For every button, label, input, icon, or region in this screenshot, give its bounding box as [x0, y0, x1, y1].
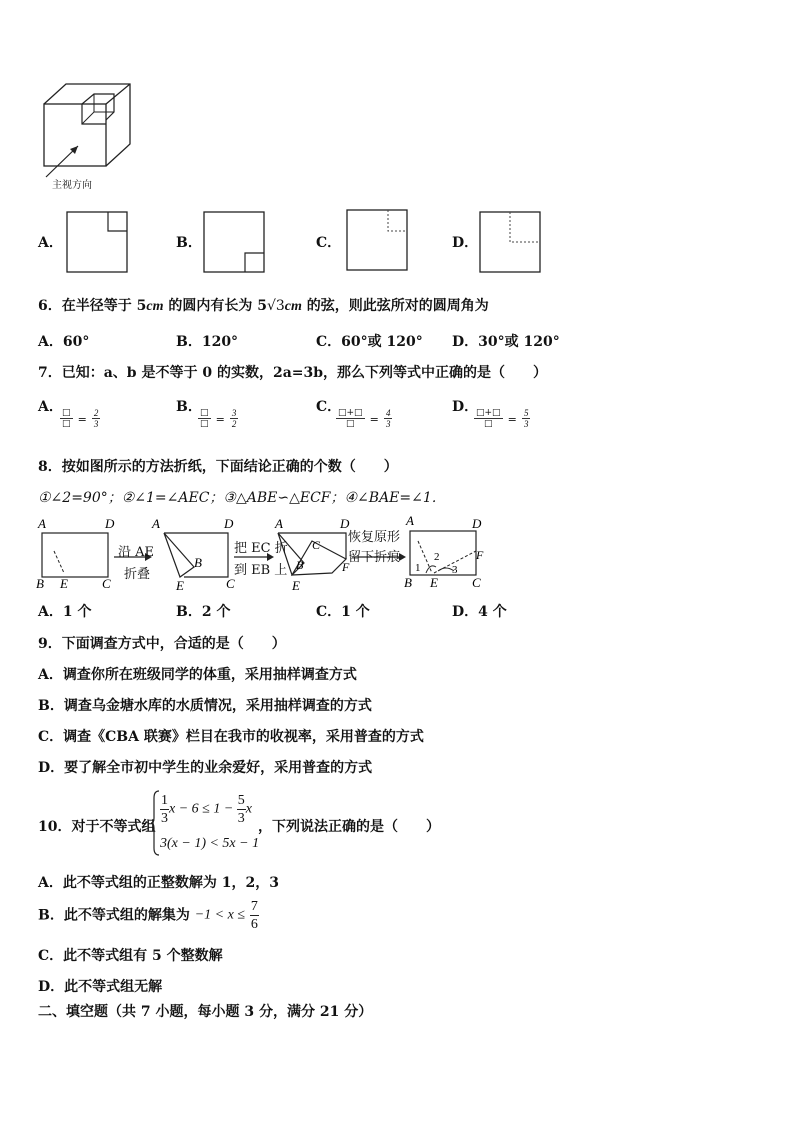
q8-conclusions: ①∠2=90°；②∠1=∠AEC；③△ABE∽△ECF；④∠BAE=∠1．	[38, 490, 446, 506]
svg-text:C: C	[102, 576, 111, 591]
q5-option-d-label: D．	[452, 235, 479, 251]
svg-text:A: A	[38, 516, 46, 531]
svg-text:B: B	[194, 555, 202, 570]
q8-option-c: C．1 个	[316, 604, 370, 620]
q9-option-c: C．调查《CBA 联赛》栏目在我市的收视率，采用普查的方式	[38, 729, 424, 745]
svg-text:1: 1	[415, 562, 421, 574]
q8-option-a: A．1 个	[38, 604, 92, 620]
q10-option-d: D．此不等式组无解	[38, 979, 163, 995]
inequality-2: 3(x − 1) < 5x − 1	[160, 836, 260, 851]
q6-option-c: C．60°或 120°	[316, 334, 423, 350]
q7-option-a-label: A．	[38, 399, 63, 415]
svg-text:3: 3	[452, 564, 458, 576]
q9-option-a: A．调查你所在班级同学的体重，采用抽样调查方式	[38, 667, 357, 683]
inequality-brace	[150, 790, 160, 860]
fold-step3-top-label: 恢复原形	[348, 530, 401, 545]
q7-option-d-label: D．	[452, 399, 479, 415]
section-2-heading: 二、填空题（共 7 小题，每小题 3 分，满分 21 分）	[38, 1004, 373, 1020]
q9-option-b: B．调查乌金塘水库的水质情况，采用抽样调查的方式	[38, 698, 372, 714]
view-direction-caption: 主视方向	[52, 180, 92, 191]
q5-option-b-label: B．	[176, 235, 202, 251]
svg-text:E: E	[176, 578, 184, 593]
q6-option-d: D．30°或 120°	[452, 334, 560, 350]
q10-option-b: B．此不等式组的解集为 −1 < x ≤ $\frac{7}{6}$	[38, 899, 258, 932]
svg-text:B: B	[404, 575, 412, 590]
svg-text:2: 2	[434, 551, 440, 563]
q5-option-a-label: A．	[38, 235, 63, 251]
svg-text:E: E	[430, 575, 438, 590]
q7-option-c-equation: $\frac{□+□}{□}$ = $\frac{4}{3}$	[338, 408, 391, 429]
svg-text:B: B	[36, 576, 44, 591]
svg-text:E: E	[60, 576, 68, 591]
svg-text:E: E	[292, 578, 300, 593]
q6-option-b: B．120°	[176, 334, 239, 350]
q8-stem: 8．按如图所示的方法折纸，下面结论正确的个数（ ）	[38, 459, 398, 475]
q10-stem-a: 10．对于不等式组	[38, 819, 156, 835]
fold-step3-bottom-label: 留下折痕	[348, 550, 401, 565]
folding-diagram	[34, 515, 504, 597]
q5-option-c-figure	[346, 209, 409, 276]
q8-option-d: D．4 个	[452, 604, 507, 620]
solid-figure	[38, 82, 138, 187]
svg-text:D: D	[224, 516, 234, 531]
svg-text:D: D	[105, 516, 115, 531]
q5-option-d-figure	[479, 211, 542, 278]
q7-option-a-equation: $\frac{□}{□}$ = $\frac{2}{3}$	[62, 408, 99, 429]
q5-option-a-figure	[66, 211, 129, 278]
svg-text:C: C	[312, 538, 321, 552]
fold-step2-bottom-label: 到 EB 上	[234, 563, 288, 578]
q7-option-b-equation: $\frac{□}{□}$ = $\frac{3}{2}$	[200, 408, 237, 429]
svg-text:F: F	[476, 548, 484, 562]
q8-option-b: B．2 个	[176, 604, 231, 620]
q7-option-d-equation: $\frac{□+□}{□}$ = $\frac{5}{3}$	[476, 408, 529, 429]
svg-text:F: F	[342, 560, 350, 574]
svg-text:D: D	[472, 516, 482, 531]
q7-option-c-label: C．	[316, 399, 342, 415]
svg-text:D: D	[340, 516, 350, 531]
q9-stem: 9．下面调查方式中，合适的是（ ）	[38, 636, 286, 652]
fold-step2-top-label: 把 EC 折	[234, 541, 288, 556]
q7-stem: 7．已知：a、b 是不等于 0 的实数，2a=3b，那么下列等式中正确的是（ ）	[38, 365, 548, 381]
q6-option-a: A．60°	[38, 334, 90, 350]
q9-option-d: D．要了解全市初中学生的业余爱好，采用普查的方式	[38, 760, 373, 776]
svg-text:C: C	[226, 576, 235, 591]
svg-text:A: A	[406, 515, 414, 528]
inequality-1: $\frac{1}{3}$ x − 6 ≤ 1 − $\frac{5}{3}$ x	[161, 793, 253, 826]
fold-step1-top-label: 沿 AE	[118, 545, 155, 560]
q5-option-c-label: C．	[316, 235, 342, 251]
q10-option-a: A．此不等式组的正整数解为 1，2，3	[38, 875, 279, 891]
fold-step1-bottom-label: 折叠	[124, 567, 151, 582]
q6-stem: 6．在半径等于 5cm 的圆内有长为 5√3cm 的弦，则此弦所对的圆周角为	[38, 298, 489, 314]
q10-option-c: C．此不等式组有 5 个整数解	[38, 948, 223, 964]
svg-text:A: A	[275, 516, 283, 531]
q5-option-b-figure	[203, 211, 266, 278]
svg-text:C: C	[472, 575, 481, 590]
svg-text:B: B	[296, 558, 304, 572]
q10-stem-b: ，下列说法正确的是（ ）	[258, 819, 440, 835]
q7-option-b-label: B．	[176, 399, 202, 415]
svg-text:A: A	[152, 516, 160, 531]
